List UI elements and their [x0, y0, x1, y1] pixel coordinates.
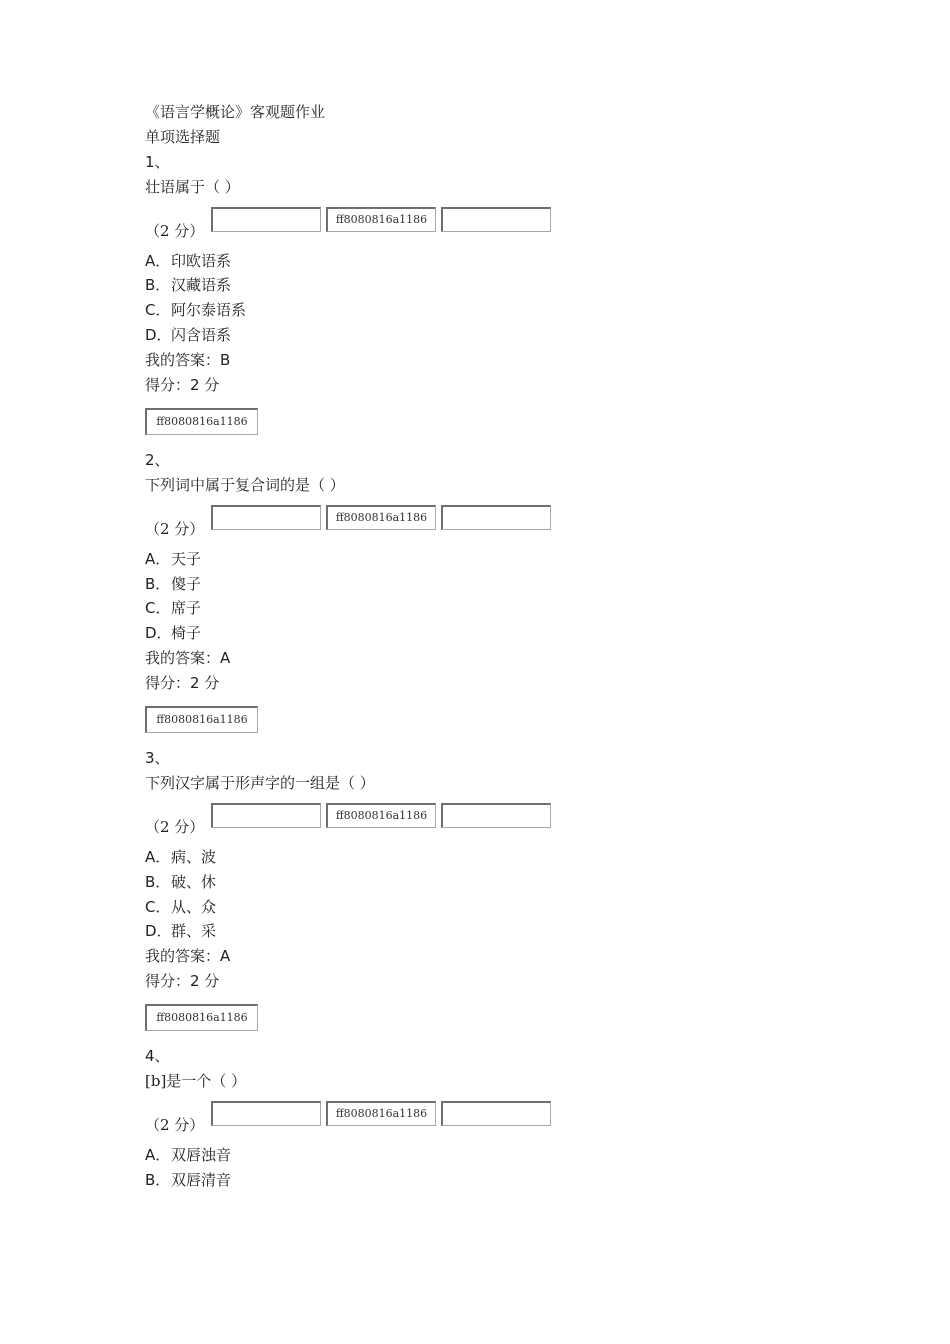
option-a	[145, 845, 845, 870]
code-field[interactable]: ff8080816a1186	[145, 706, 258, 733]
score-field-code[interactable]: ff8080816a1186	[326, 505, 436, 530]
option-c	[145, 895, 845, 920]
question-1	[145, 150, 845, 448]
score-field-1[interactable]	[211, 207, 321, 232]
question-4	[145, 1044, 845, 1193]
score-row	[145, 1094, 845, 1143]
question-points: （2 分）	[145, 817, 205, 836]
score-row	[145, 796, 845, 845]
question-3	[145, 746, 845, 1044]
option-c	[145, 298, 845, 323]
score-row	[145, 200, 845, 249]
option-c	[145, 596, 845, 621]
option-b	[145, 1168, 845, 1193]
my-answer: 我的答案：A	[145, 649, 231, 668]
option-a	[145, 1143, 845, 1168]
option-text: 双唇浊音	[171, 1145, 232, 1164]
question-number: 2、	[145, 450, 170, 469]
option-text: 椅子	[171, 624, 202, 643]
option-b	[145, 572, 845, 597]
option-label: C．	[145, 897, 171, 916]
option-label: D．	[145, 624, 172, 643]
score-value: 得分：2 分	[145, 674, 220, 693]
score-field-code[interactable]: ff8080816a1186	[326, 1101, 436, 1126]
option-label: B．	[145, 1170, 171, 1189]
document-page	[145, 100, 845, 1193]
code-row	[145, 696, 845, 746]
option-text: 双唇清音	[171, 1170, 232, 1189]
question-text: 下列词中属于复合词的是（ ）	[145, 475, 345, 494]
question-2	[145, 448, 845, 746]
option-label: B．	[145, 276, 171, 295]
option-label: A．	[145, 847, 171, 866]
option-text: 阿尔泰语系	[171, 301, 247, 320]
question-points: （2 分）	[145, 221, 205, 240]
option-d	[145, 621, 845, 646]
section-heading: 单项选择题	[145, 127, 221, 146]
question-points: （2 分）	[145, 519, 205, 538]
option-label: B．	[145, 574, 171, 593]
doc-title: 《语言学概论》客观题作业	[145, 103, 326, 121]
my-answer: 我的答案：A	[145, 947, 231, 966]
option-label: C．	[145, 301, 171, 320]
option-label: B．	[145, 872, 171, 891]
option-text: 破、休	[171, 872, 217, 891]
question-text: 壮语属于（ ）	[145, 177, 240, 196]
code-field[interactable]: ff8080816a1186	[145, 1004, 258, 1031]
score-field-1[interactable]	[211, 505, 321, 530]
option-label: A．	[145, 1145, 171, 1164]
score-field-1[interactable]	[211, 803, 321, 828]
option-text: 席子	[171, 599, 202, 618]
code-field[interactable]: ff8080816a1186	[145, 408, 258, 435]
score-field-1[interactable]	[211, 1101, 321, 1126]
option-text: 病、波	[171, 847, 217, 866]
score-field-code[interactable]: ff8080816a1186	[326, 207, 436, 232]
option-label: A．	[145, 251, 171, 270]
score-value: 得分：2 分	[145, 972, 220, 991]
code-row	[145, 398, 845, 448]
option-text: 闪含语系	[171, 326, 232, 345]
my-answer: 我的答案：B	[145, 351, 231, 370]
option-label: D．	[145, 922, 172, 941]
option-b	[145, 870, 845, 895]
option-label: A．	[145, 549, 171, 568]
question-points: （2 分）	[145, 1115, 205, 1134]
option-label: C．	[145, 599, 171, 618]
question-number: 3、	[145, 749, 170, 768]
score-field-3[interactable]	[441, 1101, 551, 1126]
option-text: 天子	[171, 549, 202, 568]
option-a	[145, 547, 845, 572]
option-a	[145, 249, 845, 274]
option-d	[145, 323, 845, 348]
question-text: [b]是一个（ ）	[145, 1072, 247, 1091]
code-row	[145, 994, 845, 1044]
score-field-3[interactable]	[441, 505, 551, 530]
option-text: 从、众	[171, 897, 217, 916]
option-b	[145, 273, 845, 298]
question-number: 4、	[145, 1047, 170, 1066]
option-d	[145, 919, 845, 944]
option-text: 群、采	[171, 922, 217, 941]
score-field-code[interactable]: ff8080816a1186	[326, 803, 436, 828]
question-number: 1、	[145, 152, 170, 171]
score-field-3[interactable]	[441, 803, 551, 828]
option-text: 傻子	[171, 574, 202, 593]
option-text: 汉藏语系	[171, 276, 232, 295]
option-text: 印欧语系	[171, 251, 232, 270]
question-text: 下列汉字属于形声字的一组是（ ）	[145, 773, 375, 792]
option-label: D．	[145, 326, 172, 345]
score-field-3[interactable]	[441, 207, 551, 232]
score-value: 得分：2 分	[145, 376, 220, 395]
score-row	[145, 498, 845, 547]
